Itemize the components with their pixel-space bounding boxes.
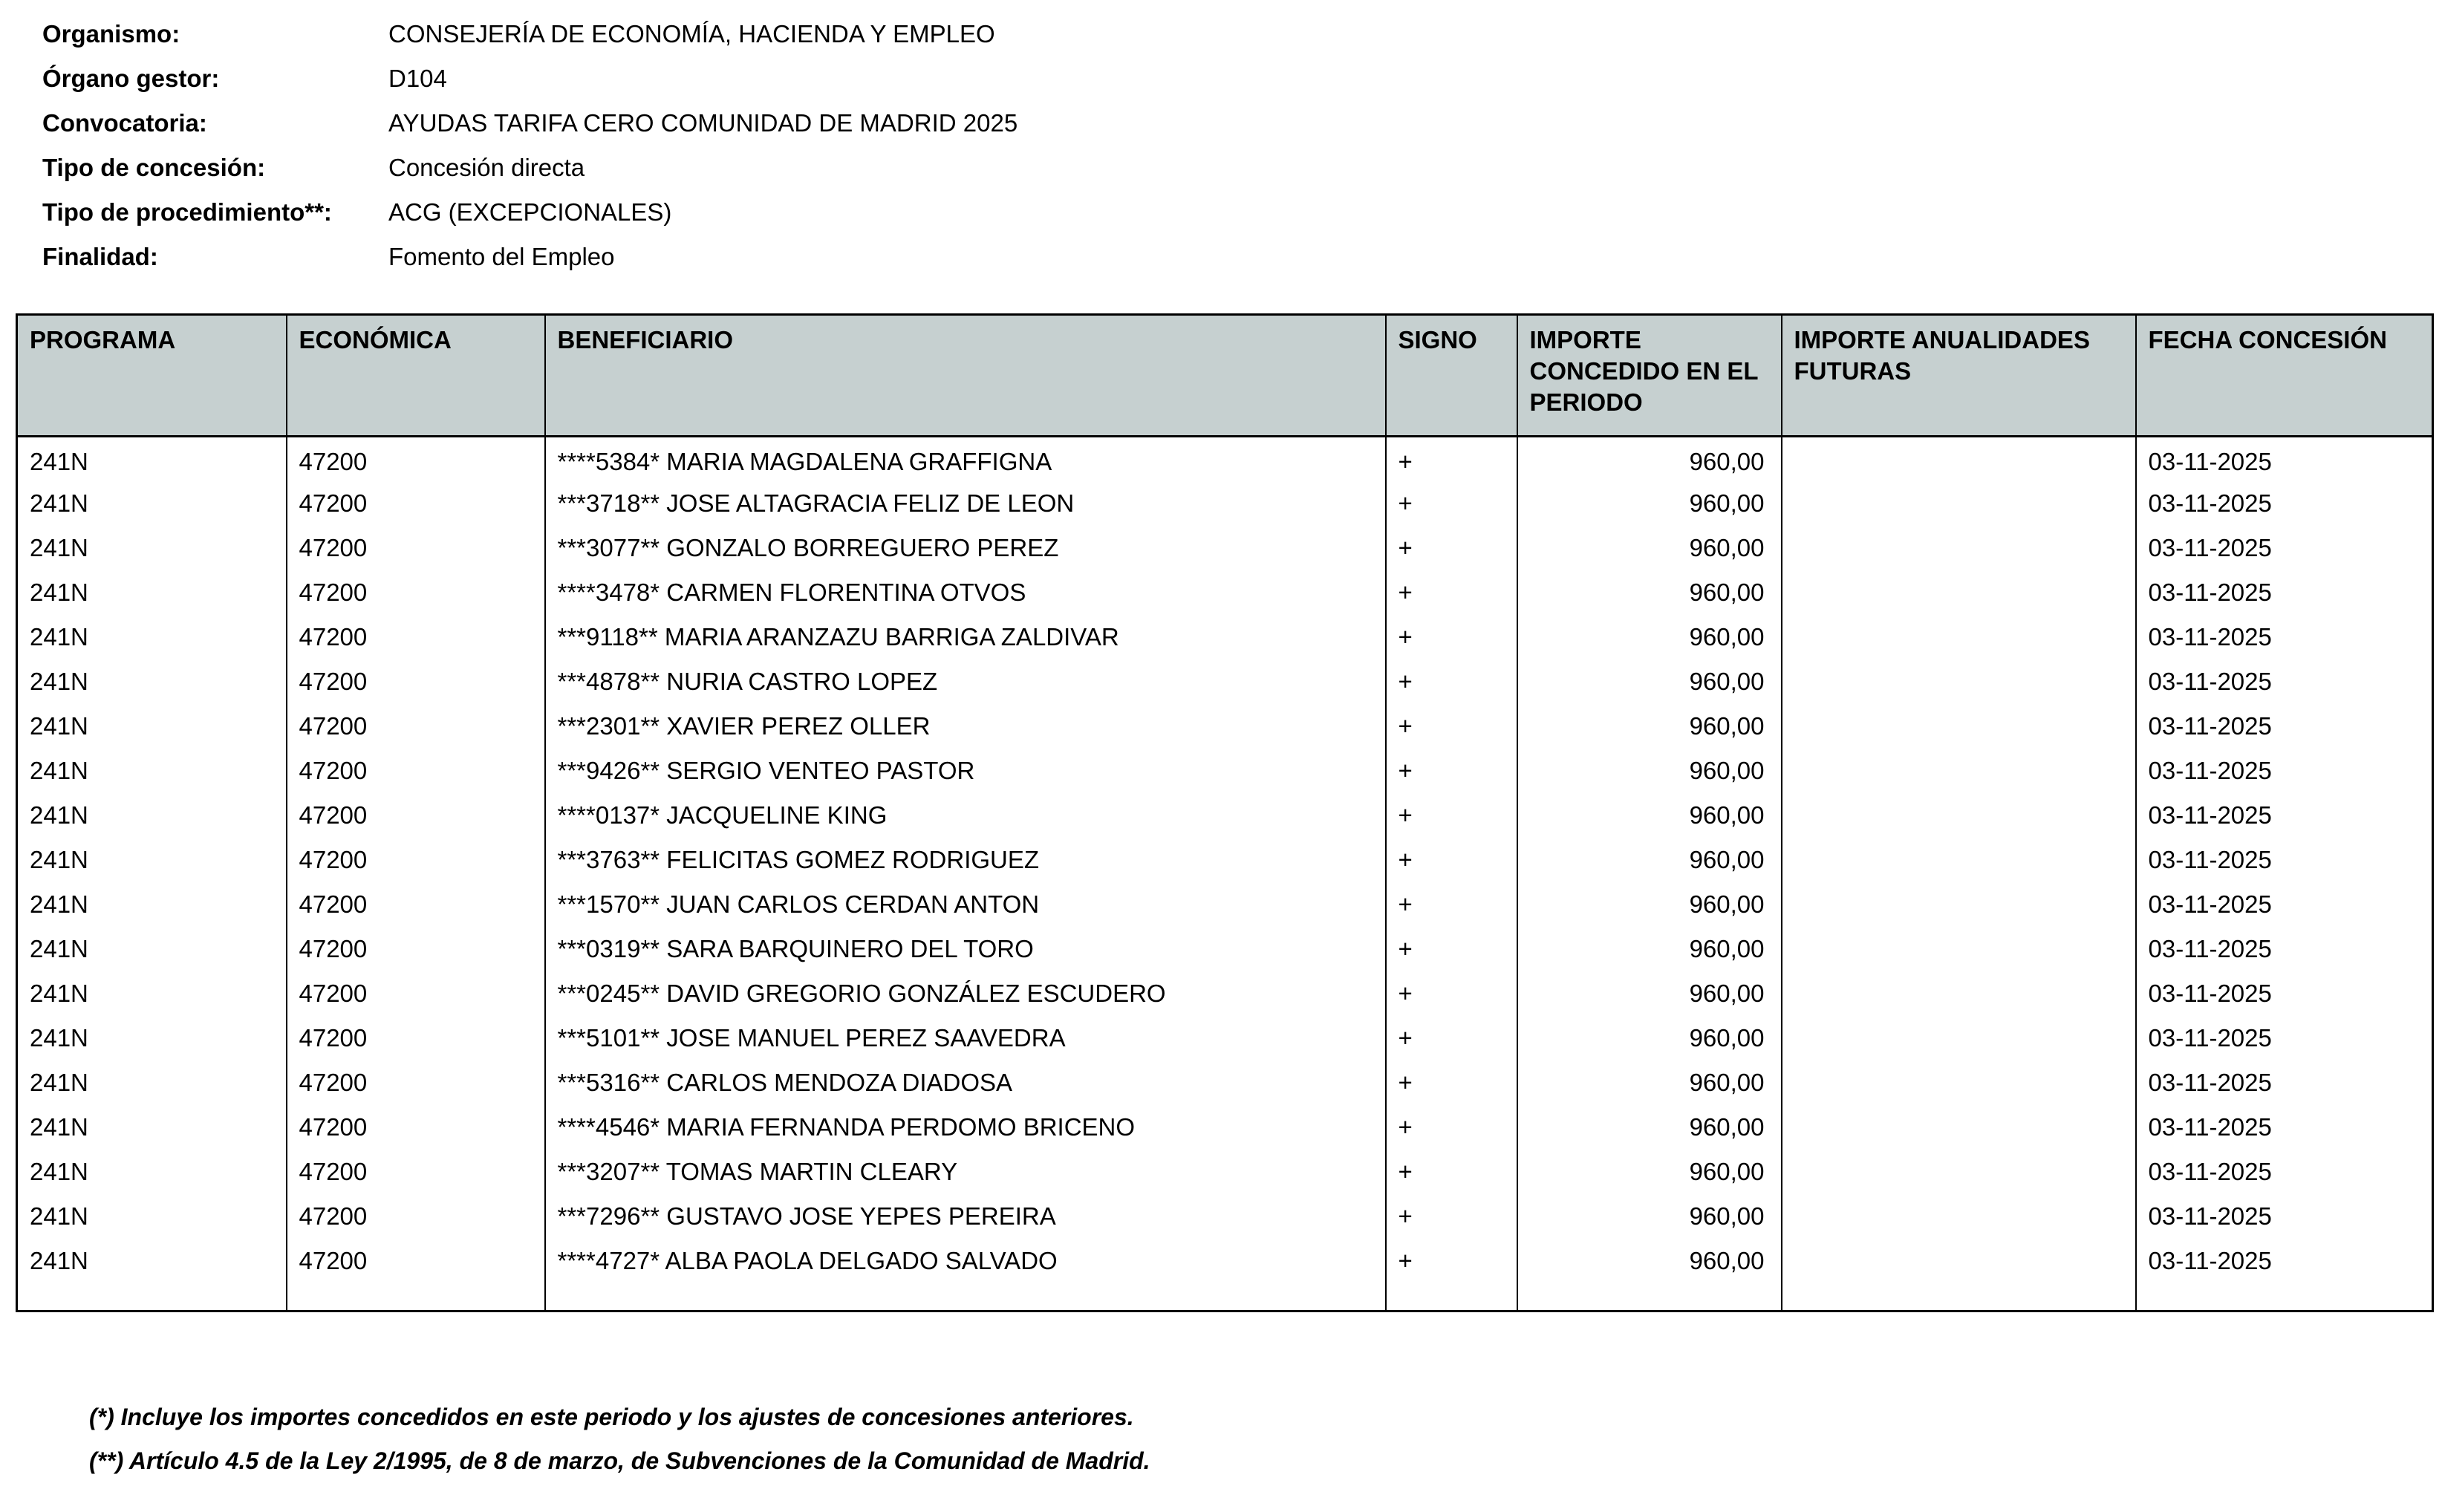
cell-anualidades: [1782, 704, 2136, 749]
cell-beneficiario: ***9426** SERGIO VENTEO PASTOR: [545, 749, 1386, 793]
cell-importe: 960,00: [1517, 526, 1782, 570]
cell-programa: 241N: [17, 481, 287, 526]
meta-value-finalidad: Fomento del Empleo: [388, 243, 615, 270]
cell-importe: 960,00: [1517, 793, 1782, 838]
cell-importe: 960,00: [1517, 615, 1782, 659]
column-header-signo: SIGNO: [1386, 315, 1517, 437]
cell-economica: 47200: [287, 570, 545, 615]
column-header-programa: PROGRAMA: [17, 315, 287, 437]
cell-programa: 241N: [17, 1060, 287, 1105]
cell-importe: 960,00: [1517, 749, 1782, 793]
meta-value-convocatoria: AYUDAS TARIFA CERO COMUNIDAD DE MADRID 2025: [388, 109, 1018, 137]
cell-importe: 960,00: [1517, 481, 1782, 526]
meta-row-tipo-concesion: [42, 146, 2442, 190]
cell-beneficiario: ***0319** SARA BARQUINERO DEL TORO: [545, 927, 1386, 971]
cell-fecha: 03-11-2025: [2136, 971, 2433, 1016]
cell-anualidades: [1782, 749, 2136, 793]
cell-economica: 47200: [287, 971, 545, 1016]
cell-beneficiario: ***5316** CARLOS MENDOZA DIADOSA: [545, 1060, 1386, 1105]
cell-beneficiario: ***2301** XAVIER PEREZ OLLER: [545, 704, 1386, 749]
cell-beneficiario: ***3763** FELICITAS GOMEZ RODRIGUEZ: [545, 838, 1386, 882]
column-header-fecha-concesion: FECHA CONCESIÓN: [2136, 315, 2433, 437]
cell-importe: 960,00: [1517, 570, 1782, 615]
cell-anualidades: [1782, 882, 2136, 927]
cell-fecha: 03-11-2025: [2136, 1016, 2433, 1060]
cell-importe: 960,00: [1517, 882, 1782, 927]
cell-anualidades: [1782, 1060, 2136, 1105]
cell-fecha: 03-11-2025: [2136, 1105, 2433, 1150]
cell-importe: 960,00: [1517, 704, 1782, 749]
cell-economica: 47200: [287, 1060, 545, 1105]
cell-signo: +: [1386, 526, 1517, 570]
cell-signo: +: [1386, 659, 1517, 704]
meta-row-organo-gestor: [42, 56, 2442, 101]
cell-anualidades: [1782, 1105, 2136, 1150]
cell-fecha: 03-11-2025: [2136, 615, 2433, 659]
table-row: [17, 1016, 2433, 1060]
cell-anualidades: [1782, 659, 2136, 704]
cell-economica: 47200: [287, 1150, 545, 1194]
cell-economica: 47200: [287, 749, 545, 793]
meta-row-finalidad: [42, 235, 2442, 279]
cell-economica: 47200: [287, 526, 545, 570]
cell-fecha: 03-11-2025: [2136, 793, 2433, 838]
cell-importe: 960,00: [1517, 1150, 1782, 1194]
cell-programa: 241N: [17, 704, 287, 749]
cell-fecha: 03-11-2025: [2136, 481, 2433, 526]
grants-table: [16, 313, 2434, 1312]
table-row: [17, 882, 2433, 927]
meta-row-convocatoria: [42, 101, 2442, 146]
cell-importe: 960,00: [1517, 1194, 1782, 1239]
cell-beneficiario: ***1570** JUAN CARLOS CERDAN ANTON: [545, 882, 1386, 927]
cell-programa: 241N: [17, 659, 287, 704]
cell-signo: +: [1386, 1016, 1517, 1060]
cell-economica: 47200: [287, 659, 545, 704]
cell-economica: 47200: [287, 838, 545, 882]
table-row: [17, 793, 2433, 838]
meta-label-finalidad: Finalidad:: [42, 243, 158, 270]
document-metadata: [42, 12, 2442, 279]
meta-row-organismo: [42, 12, 2442, 56]
cell-programa: 241N: [17, 1239, 287, 1283]
cell-importe: 960,00: [1517, 437, 1782, 481]
footnotes: [89, 1395, 2442, 1483]
cell-economica: 47200: [287, 1239, 545, 1283]
cell-programa: 241N: [17, 1105, 287, 1150]
cell-economica: 47200: [287, 1016, 545, 1060]
cell-signo: +: [1386, 971, 1517, 1016]
cell-economica: 47200: [287, 615, 545, 659]
cell-programa: 241N: [17, 1194, 287, 1239]
column-header-importe-concedido: IMPORTE CONCEDIDO EN EL PERIODO: [1517, 315, 1782, 437]
filler-cell: [2136, 1283, 2433, 1311]
cell-signo: +: [1386, 1060, 1517, 1105]
meta-label-organo-gestor: Órgano gestor:: [42, 65, 220, 92]
cell-beneficiario: ***7296** GUSTAVO JOSE YEPES PEREIRA: [545, 1194, 1386, 1239]
cell-anualidades: [1782, 615, 2136, 659]
table-row: [17, 704, 2433, 749]
cell-economica: 47200: [287, 1194, 545, 1239]
meta-value-tipo-concesion: Concesión directa: [388, 154, 585, 181]
cell-fecha: 03-11-2025: [2136, 882, 2433, 927]
table-header-row: [17, 315, 2433, 437]
cell-programa: 241N: [17, 1150, 287, 1194]
table-row: [17, 570, 2433, 615]
cell-programa: 241N: [17, 793, 287, 838]
cell-beneficiario: ***9118** MARIA ARANZAZU BARRIGA ZALDIVAR: [545, 615, 1386, 659]
cell-signo: +: [1386, 882, 1517, 927]
cell-fecha: 03-11-2025: [2136, 704, 2433, 749]
cell-signo: +: [1386, 1105, 1517, 1150]
cell-importe: 960,00: [1517, 1105, 1782, 1150]
cell-programa: 241N: [17, 615, 287, 659]
filler-cell: [1517, 1283, 1782, 1311]
cell-beneficiario: ***3718** JOSE ALTAGRACIA FELIZ DE LEON: [545, 481, 1386, 526]
table-row: [17, 659, 2433, 704]
cell-signo: +: [1386, 615, 1517, 659]
meta-label-tipo-procedimiento: Tipo de procedimiento**:: [42, 198, 332, 226]
table-row: [17, 838, 2433, 882]
cell-anualidades: [1782, 927, 2136, 971]
cell-signo: +: [1386, 704, 1517, 749]
cell-importe: 960,00: [1517, 1239, 1782, 1283]
cell-beneficiario: ****5384* MARIA MAGDALENA GRAFFIGNA: [545, 437, 1386, 481]
cell-programa: 241N: [17, 526, 287, 570]
cell-anualidades: [1782, 971, 2136, 1016]
table-row: [17, 971, 2433, 1016]
cell-fecha: 03-11-2025: [2136, 570, 2433, 615]
cell-beneficiario: ****0137* JACQUELINE KING: [545, 793, 1386, 838]
cell-signo: +: [1386, 570, 1517, 615]
filler-cell: [1782, 1283, 2136, 1311]
cell-fecha: 03-11-2025: [2136, 659, 2433, 704]
cell-economica: 47200: [287, 927, 545, 971]
cell-signo: +: [1386, 927, 1517, 971]
cell-programa: 241N: [17, 971, 287, 1016]
cell-importe: 960,00: [1517, 971, 1782, 1016]
cell-fecha: 03-11-2025: [2136, 1194, 2433, 1239]
filler-cell: [287, 1283, 545, 1311]
cell-anualidades: [1782, 526, 2136, 570]
table-row: [17, 1105, 2433, 1150]
cell-fecha: 03-11-2025: [2136, 749, 2433, 793]
document-page: [0, 12, 2442, 1512]
column-header-beneficiario: BENEFICIARIO: [545, 315, 1386, 437]
cell-importe: 960,00: [1517, 1060, 1782, 1105]
cell-signo: +: [1386, 1194, 1517, 1239]
meta-value-organismo: CONSEJERÍA DE ECONOMÍA, HACIENDA Y EMPLEO: [388, 20, 995, 48]
cell-beneficiario: ***4878** NURIA CASTRO LOPEZ: [545, 659, 1386, 704]
filler-cell: [1386, 1283, 1517, 1311]
cell-programa: 241N: [17, 838, 287, 882]
table-row: [17, 615, 2433, 659]
beneficiaries-tbody: [17, 437, 2433, 1311]
cell-economica: 47200: [287, 437, 545, 481]
filler-cell: [545, 1283, 1386, 1311]
cell-programa: 241N: [17, 570, 287, 615]
meta-row-tipo-procedimiento: [42, 190, 2442, 235]
cell-importe: 960,00: [1517, 659, 1782, 704]
footnote-double-asterisk: (**) Artículo 4.5 de la Ley 2/1995, de 8 de marzo, de Subvenciones de la Comunidad de Madrid.: [89, 1447, 1150, 1474]
cell-beneficiario: ***3077** GONZALO BORREGUERO PEREZ: [545, 526, 1386, 570]
table-row: [17, 437, 2433, 481]
cell-importe: 960,00: [1517, 1016, 1782, 1060]
cell-programa: 241N: [17, 749, 287, 793]
cell-fecha: 03-11-2025: [2136, 437, 2433, 481]
column-header-importe-anualidades: IMPORTE ANUALIDADES FUTURAS: [1782, 315, 2136, 437]
column-header-economica: ECONÓMICA: [287, 315, 545, 437]
table-row: [17, 1060, 2433, 1105]
cell-signo: +: [1386, 749, 1517, 793]
cell-anualidades: [1782, 1150, 2136, 1194]
cell-anualidades: [1782, 481, 2136, 526]
cell-signo: +: [1386, 437, 1517, 481]
filler-cell: [17, 1283, 287, 1311]
cell-beneficiario: ***3207** TOMAS MARTIN CLEARY: [545, 1150, 1386, 1194]
cell-fecha: 03-11-2025: [2136, 927, 2433, 971]
cell-importe: 960,00: [1517, 838, 1782, 882]
cell-beneficiario: ***5101** JOSE MANUEL PEREZ SAAVEDRA: [545, 1016, 1386, 1060]
cell-fecha: 03-11-2025: [2136, 526, 2433, 570]
table-filler-row: [17, 1283, 2433, 1311]
cell-signo: +: [1386, 838, 1517, 882]
footnote-asterisk: (*) Incluye los importes concedidos en este periodo y los ajustes de concesiones anteriores.: [89, 1404, 1134, 1430]
cell-fecha: 03-11-2025: [2136, 1239, 2433, 1283]
cell-beneficiario: ****4727* ALBA PAOLA DELGADO SALVADO: [545, 1239, 1386, 1283]
cell-signo: +: [1386, 481, 1517, 526]
table-row: [17, 1150, 2433, 1194]
table-row: [17, 1239, 2433, 1283]
cell-economica: 47200: [287, 481, 545, 526]
cell-anualidades: [1782, 1194, 2136, 1239]
cell-signo: +: [1386, 793, 1517, 838]
cell-fecha: 03-11-2025: [2136, 1060, 2433, 1105]
cell-anualidades: [1782, 838, 2136, 882]
cell-beneficiario: ****4546* MARIA FERNANDA PERDOMO BRICENO: [545, 1105, 1386, 1150]
meta-value-tipo-procedimiento: ACG (EXCEPCIONALES): [388, 198, 672, 226]
cell-signo: +: [1386, 1239, 1517, 1283]
cell-anualidades: [1782, 1239, 2136, 1283]
cell-economica: 47200: [287, 704, 545, 749]
cell-fecha: 03-11-2025: [2136, 838, 2433, 882]
cell-anualidades: [1782, 793, 2136, 838]
table-row: [17, 749, 2433, 793]
table-row: [17, 927, 2433, 971]
cell-anualidades: [1782, 437, 2136, 481]
cell-importe: 960,00: [1517, 927, 1782, 971]
cell-anualidades: [1782, 1016, 2136, 1060]
cell-programa: 241N: [17, 1016, 287, 1060]
cell-beneficiario: ***0245** DAVID GREGORIO GONZÁLEZ ESCUDERO: [545, 971, 1386, 1016]
cell-signo: +: [1386, 1150, 1517, 1194]
cell-programa: 241N: [17, 882, 287, 927]
cell-beneficiario: ****3478* CARMEN FLORENTINA OTVOS: [545, 570, 1386, 615]
table-row: [17, 1194, 2433, 1239]
cell-anualidades: [1782, 570, 2136, 615]
table-row: [17, 481, 2433, 526]
meta-value-organo-gestor: D104: [388, 65, 447, 92]
cell-economica: 47200: [287, 882, 545, 927]
cell-economica: 47200: [287, 1105, 545, 1150]
meta-label-tipo-concesion: Tipo de concesión:: [42, 154, 266, 181]
meta-label-organismo: Organismo:: [42, 20, 180, 48]
meta-label-convocatoria: Convocatoria:: [42, 109, 207, 137]
cell-fecha: 03-11-2025: [2136, 1150, 2433, 1194]
cell-economica: 47200: [287, 793, 545, 838]
table-row: [17, 526, 2433, 570]
cell-programa: 241N: [17, 437, 287, 481]
cell-programa: 241N: [17, 927, 287, 971]
